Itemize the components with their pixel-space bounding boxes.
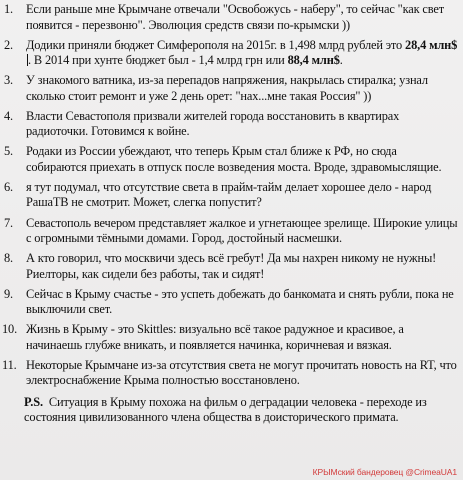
list-item — [2, 144, 459, 175]
item-text: . В 2014 при хунте бюджет был - 1,4 млрд грн или — [28, 53, 288, 68]
item-bold-amount: 28,4 млн$ — [405, 37, 458, 52]
item-number: 4. — [4, 108, 13, 123]
item-text: Власти Севастополя призвали жителей города восстановить в квартирах радиоточки. Готовимся к войне. — [26, 108, 400, 139]
list-item — [2, 216, 459, 247]
author-signature: КРЫМский бандеровец @CrimeaUA1 — [312, 467, 457, 477]
item-text: Додики приняли бюджет Симферополя на 2015г. в 1,498 млрд рублей это — [26, 37, 406, 52]
item-text: Родаки из России убеждают, что теперь Крым стал ближе к РФ, но сюда собираются приехать в отпуск после возведения моста. Вроде, здравомыслящие. — [26, 144, 442, 174]
item-text: Севастополь вечером представляет жалкое и угнетающее зрелище. Широкие улицы с огромными тёмными домами. Город, достойный насмешки. — [26, 215, 458, 246]
list-item — [2, 251, 459, 282]
item-number: 1. — [4, 2, 13, 16]
item-number: 9. — [4, 286, 13, 301]
item-text: . — [339, 53, 343, 68]
item-number: 5. — [4, 144, 13, 159]
list-item — [2, 73, 459, 104]
list-item — [2, 322, 459, 353]
item-number: 7. — [4, 215, 13, 230]
postscript-label: P.S. — [24, 394, 43, 409]
item-number: 6. — [4, 179, 13, 194]
item-number: 10. — [2, 322, 18, 337]
item-text: Некоторые Крымчане из-за отсутствия света не могут прочитать новость на RT, что электроснабжение Крыма полностью восстановлено. — [26, 357, 457, 388]
item-number: 11. — [2, 357, 17, 372]
item-number: 2. — [4, 37, 13, 52]
list-item — [2, 180, 459, 211]
item-text: У знакомого ватника, из-за перепадов напряжения, накрылась стиралка; узнал сколько стоит ремонт и уже 2 день орет: "нах...мне такая Россия" )) — [26, 73, 428, 103]
list-item — [2, 109, 459, 140]
item-text: Жизнь в Крыму - это Skittles: визуально всё такое радужное и красивое, а начинаешь глубже вникать, и появляется начинка, коричневая и вязкая. — [26, 322, 404, 352]
list-item — [2, 38, 459, 69]
list-item — [2, 358, 459, 389]
list-item — [2, 2, 459, 33]
item-bold-amount: 88,4 млн$ — [287, 53, 340, 68]
item-text: А кто говорил, что москвичи здесь всё гребут! Да мы нахрен никому не нужны! Риелторы, как сидели без работы, так и сидят! — [26, 251, 437, 281]
item-text: я тут подумал, что отсутствие света в прайм-тайм делает хорошее дело - народ РашаТВ не смотрит. Может, слегка попустит? — [26, 179, 432, 210]
item-text: Если раньше мне Крымчане отвечали "Освобожусь - наберу", то сейчас "как свет появится - перезвоню". Эволюция средств связи по-крымски )) — [26, 2, 445, 32]
postscript — [24, 395, 457, 426]
item-number: 3. — [4, 73, 13, 88]
postscript-text: Ситуация в Крыму похожа на фильм о деградации человека - переходе из состояния цивилизованного члена общества в доисторического примата. — [24, 394, 427, 425]
item-text: Сейчас в Крыму счастье - это успеть добежать до банкомата и снять рубли, пока не выключили свет. — [26, 286, 454, 317]
item-number: 8. — [4, 251, 13, 266]
list-item — [2, 287, 459, 318]
